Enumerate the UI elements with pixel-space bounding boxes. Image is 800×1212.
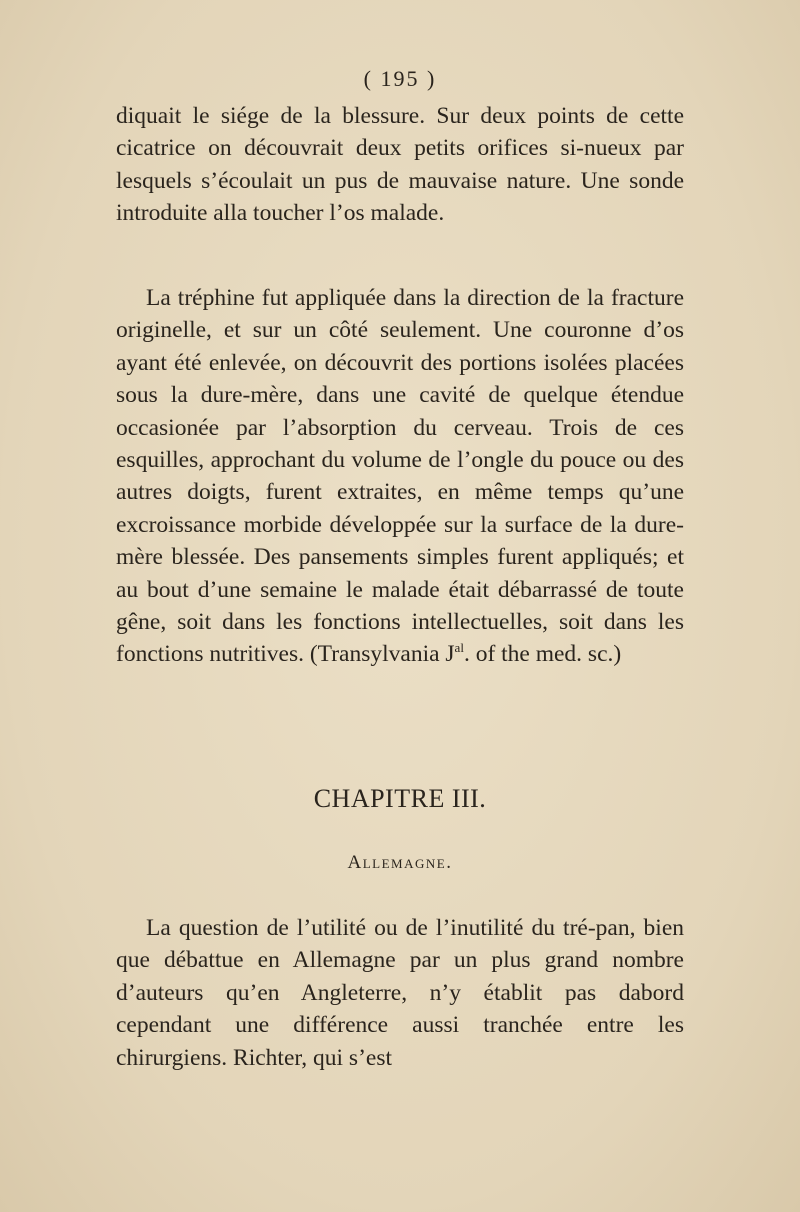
- journal-abbrev-superscript: al: [454, 640, 464, 656]
- paragraph-continuation: [116, 100, 684, 230]
- paragraph-germany: [116, 912, 684, 1074]
- paragraph-trephine: [116, 282, 684, 671]
- paragraph-2-text: [116, 282, 684, 671]
- section-title: Allemagne.: [347, 852, 453, 873]
- paragraph-3-text: La question de l’utilité ou de l’inutilité du tré-pan, bien que débattue en Allemagne par un plus grand nombre d’auteurs qu’en Angleterre, n’y établit pas dabord cependant une différence aussi tranchée entre les chirurgiens. Richter, qui s’est: [116, 915, 684, 1071]
- paragraph-2-end: . of the med. sc.): [463, 641, 622, 668]
- paragraph-2-main: La tréphine fut appliquée dans la direction de la fracture originelle, et sur un côté seulement. Une couronne d’os ayant été enlevée, on découvrit des portions isolées placées sous la dure-mère, dans une cavité de quelque étendue occasionée par l’absorption du cerveau. Trois de ces esquilles, approchant du volume de l’ongle du pouce ou des autres doigts, furent extraites, en même temps qu’une excroissance morbide développée sur la surface de la dure-mère blessée. Des pansements simples furent appliqués; et au bout d’une semaine le malade était débarrassé de toute gêne, soit dans les fonctions intellectuelles, soit dans les fonctions nutritives. (Transylvania J: [116, 285, 684, 668]
- chapter-title: CHAPITRE III.: [313, 784, 487, 813]
- paragraph-1-text: diquait le siége de la blessure. Sur deux points de cette cicatrice on découvrait deux petits orifices si-nueux par lesquels s’écoulait un pus de mauvaise nature. Une sonde introduite alla toucher l’os malade.: [116, 103, 684, 227]
- page-number: ( 195 ): [363, 66, 437, 91]
